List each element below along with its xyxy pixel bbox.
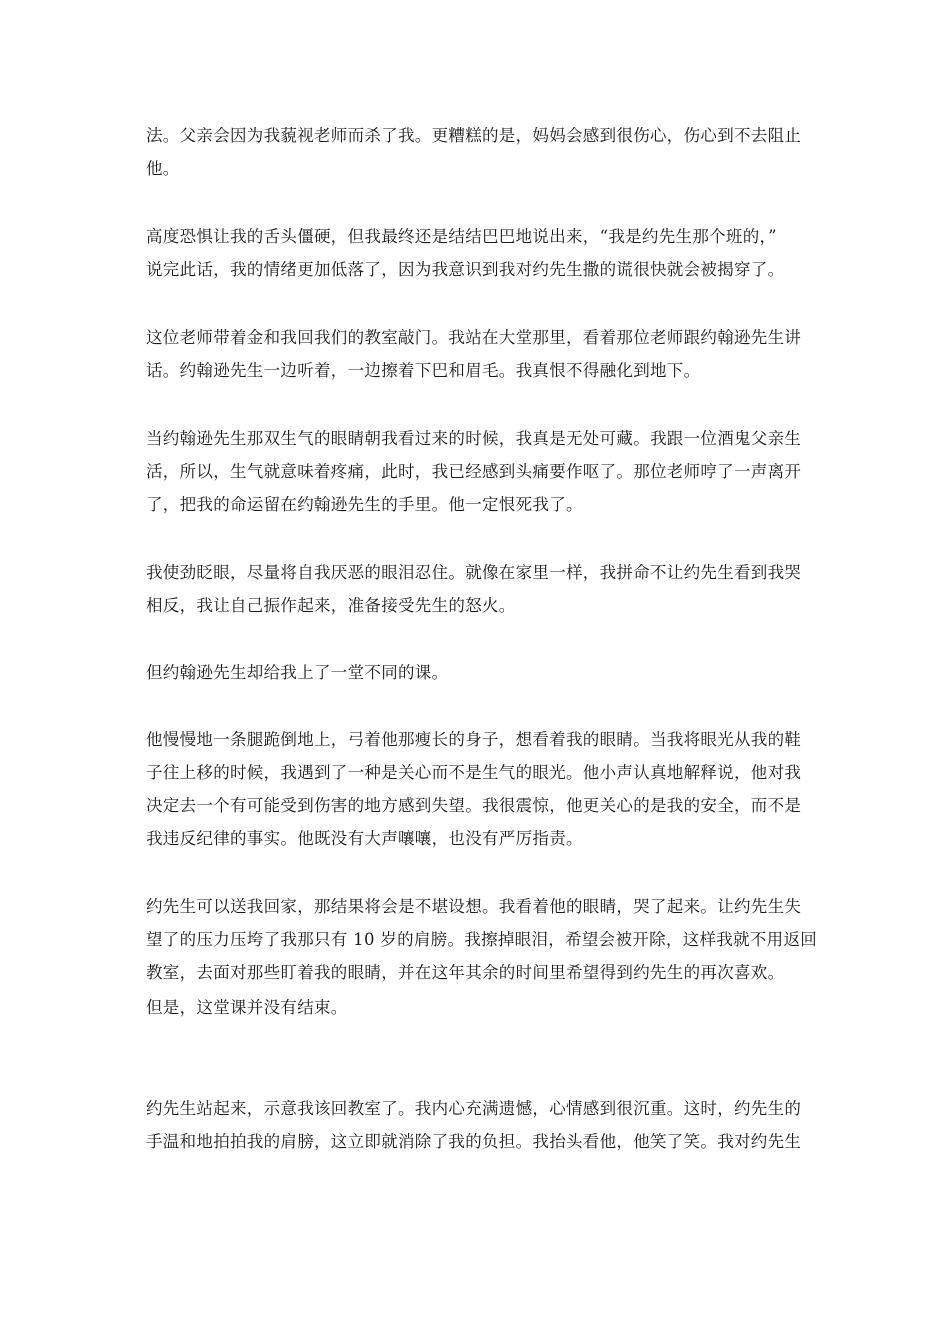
text-line: 约先生可以送我回家，那结果将会是不堪设想。我看着他的眼睛，哭了起来。让约先生失 (146, 897, 802, 916)
text-line: 我使劲眨眼，尽量将自我厌恶的眼泪忍住。就像在家里一样，我拼命不让约先生看到我哭 (146, 563, 802, 582)
paragraph-8 (146, 890, 822, 989)
text-line: 手温和地拍拍我的肩膀，这立即就消除了我的负担。我抬头看他，他笑了笑。我对约先生 (146, 1132, 802, 1151)
text-line: 约先生站起来，示意我该回教室了。我内心充满遗憾，心情感到很沉重。这时，约先生的 (146, 1099, 802, 1118)
text-line: 我违反纪律的事实。他既没有大声嚷嚷，也没有严厉指责。 (146, 829, 583, 848)
paragraph-10 (146, 1092, 822, 1158)
text-line: 了，把我的命运留在约翰逊先生的手里。他一定恨死我了。 (146, 495, 583, 514)
text-line: 当约翰逊先生那双生气的眼睛朝我看过来的时候，我真是无处可藏。我跟一位酒鬼父亲生 (146, 429, 802, 448)
text-line: 活，所以，生气就意味着疼痛，此时，我已经感到头痛要作呕了。那位老师哼了一声离开 (146, 462, 802, 481)
text-line: 高度恐惧让我的舌头僵硬，但我最终还是结结巴巴地说出来，“我是约先生那个班的，” (146, 227, 777, 246)
paragraph-7 (146, 723, 822, 855)
text-line: 但约翰逊先生却给我上了一堂不同的课。 (146, 663, 449, 682)
paragraph-1 (146, 119, 822, 185)
text-line: 说完此话，我的情绪更加低落了，因为我意识到我对约先生撒的谎很快就会被揭穿了。 (146, 260, 785, 279)
text-line: 决定去一个有可能受到伤害的地方感到失望。我很震惊，他更关心的是我的安全，而不是 (146, 796, 802, 815)
text-line: 但是，这堂课并没有结束。 (146, 998, 348, 1017)
paragraph-3 (146, 321, 822, 387)
paragraph-6 (146, 656, 822, 689)
text-line: 他。 (146, 159, 180, 178)
text-line: 这位老师带着金和我回我们的教室敲门。我站在大堂那里，看着那位老师跟约翰逊先生讲 (146, 328, 802, 347)
paragraph-2 (146, 220, 822, 286)
paragraph-4 (146, 422, 822, 521)
text-line: 他慢慢地一条腿跪倒地上，弓着他那瘦长的身子，想看着我的眼睛。当我将眼光从我的鞋 (146, 730, 802, 749)
paragraph-9 (146, 991, 822, 1024)
text-line: 望了的压力压垮了我那只有 10 岁的肩膀。我擦掉眼泪，希望会被开除，这样我就不用返回 (146, 930, 818, 949)
text-line: 教室，去面对那些盯着我的眼睛，并在这年其余的时间里希望得到约先生的再次喜欢。 (146, 963, 785, 982)
text-line: 子往上移的时候，我遇到了一种是关心而不是生气的眼光。他小声认真地解释说，他对我 (146, 763, 802, 782)
text-line: 话。约翰逊先生一边听着，一边擦着下巴和眉毛。我真恨不得融化到地下。 (146, 361, 701, 380)
paragraph-5 (146, 556, 822, 622)
text-line: 法。父亲会因为我藐视老师而杀了我。更糟糕的是，妈妈会感到很伤心，伤心到不去阻止 (146, 126, 802, 145)
text-line: 相反，我让自己振作起来，准备接受先生的怒火。 (146, 596, 516, 615)
